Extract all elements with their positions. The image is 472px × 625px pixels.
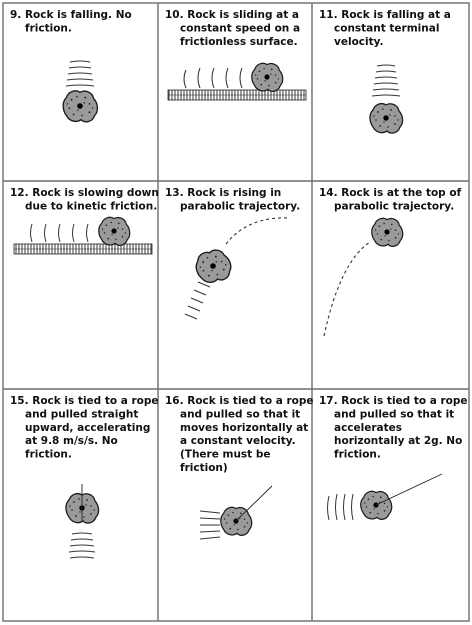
- cell-label-line: due to kinetic friction.: [25, 200, 158, 213]
- cell-label-line: 16. Rock is tied to a rope: [165, 395, 314, 407]
- rock-icon: [63, 91, 97, 122]
- cell-16-illustration: [200, 486, 272, 539]
- rock-icon: [66, 494, 99, 523]
- cell-label-line: friction.: [25, 448, 72, 461]
- motion-streaks-icon: [185, 282, 210, 319]
- cell-label-line: a constant velocity.: [180, 435, 296, 448]
- motion-streaks-icon: [31, 224, 89, 242]
- cell-16-label: [165, 395, 314, 474]
- cell-15-illustration: [66, 484, 99, 558]
- rock-icon: [370, 104, 403, 133]
- cell-12-illustration: [14, 217, 152, 254]
- cell-11-illustration: [370, 65, 403, 133]
- cell-label-line: 17. Rock is tied to a rope: [319, 395, 468, 407]
- trajectory-path: [324, 242, 370, 336]
- cell-13-label: [165, 187, 300, 212]
- cell-label-line: velocity.: [334, 35, 384, 48]
- cell-label-line: constant terminal: [334, 22, 440, 35]
- cell-label-line: friction): [180, 462, 228, 474]
- surface-icon: [14, 244, 152, 254]
- cell-label-line: parabolic trajectory.: [334, 200, 455, 213]
- cell-10-illustration: [168, 63, 306, 100]
- motion-streaks-icon: [372, 65, 400, 96]
- cell-label-line: 9. Rock is falling. No: [10, 9, 132, 21]
- cell-13-illustration: [185, 218, 290, 319]
- cell-label-line: friction.: [25, 22, 72, 35]
- motion-streaks-icon: [69, 533, 95, 558]
- cell-label-line: at 9.8 m/s/s. No: [25, 435, 118, 448]
- cell-17-label: [319, 395, 468, 461]
- rope-icon: [236, 486, 272, 521]
- cell-label-line: 13. Rock is rising in: [165, 187, 282, 199]
- rock-icon: [372, 218, 403, 246]
- cell-9-label: [10, 9, 132, 34]
- rock-icon: [252, 63, 283, 91]
- motion-streaks-icon: [200, 511, 220, 539]
- cell-14-label: [319, 187, 462, 212]
- cell-label-line: and pulled so that it: [334, 408, 455, 421]
- rope-icon: [376, 474, 442, 505]
- cell-9-illustration: [63, 61, 97, 122]
- cell-15-label: [10, 395, 159, 461]
- cell-label-line: 10. Rock is sliding at a: [165, 9, 299, 21]
- cell-label-line: constant speed on a: [180, 22, 301, 35]
- motion-streaks-icon: [328, 494, 354, 520]
- rock-icon: [221, 507, 252, 535]
- cell-11-label: [319, 9, 451, 48]
- motion-streaks-icon: [184, 68, 242, 88]
- cell-label-line: moves horizontally at: [180, 421, 309, 434]
- cell-17-illustration: [328, 474, 443, 520]
- surface-icon: [168, 90, 306, 100]
- trajectory-path: [226, 218, 290, 244]
- cell-14-illustration: [324, 218, 403, 336]
- rock-icon: [99, 217, 130, 245]
- cell-label-line: accelerates: [334, 421, 403, 434]
- rock-icon: [193, 247, 234, 286]
- cell-10-label: [165, 9, 300, 48]
- cell-label-line: friction.: [334, 448, 381, 461]
- cell-12-label: [10, 187, 159, 212]
- cell-label-line: upward, accelerating: [25, 421, 151, 434]
- cell-label-line: 15. Rock is tied to a rope: [10, 395, 159, 407]
- cell-label-line: horizontally at 2g. No: [334, 435, 463, 448]
- cell-label-line: (There must be: [180, 448, 271, 461]
- cell-label-line: and pulled straight: [25, 408, 139, 421]
- cell-label-line: 12. Rock is slowing down: [10, 187, 159, 199]
- motion-streaks-icon: [66, 61, 94, 86]
- cell-label-line: 14. Rock is at the top of: [319, 187, 462, 199]
- cell-label-line: and pulled so that it: [180, 408, 301, 421]
- cell-label-line: parabolic trajectory.: [180, 200, 301, 213]
- cell-label-line: frictionless surface.: [180, 35, 298, 48]
- cell-label-line: 11. Rock is falling at a: [319, 9, 451, 21]
